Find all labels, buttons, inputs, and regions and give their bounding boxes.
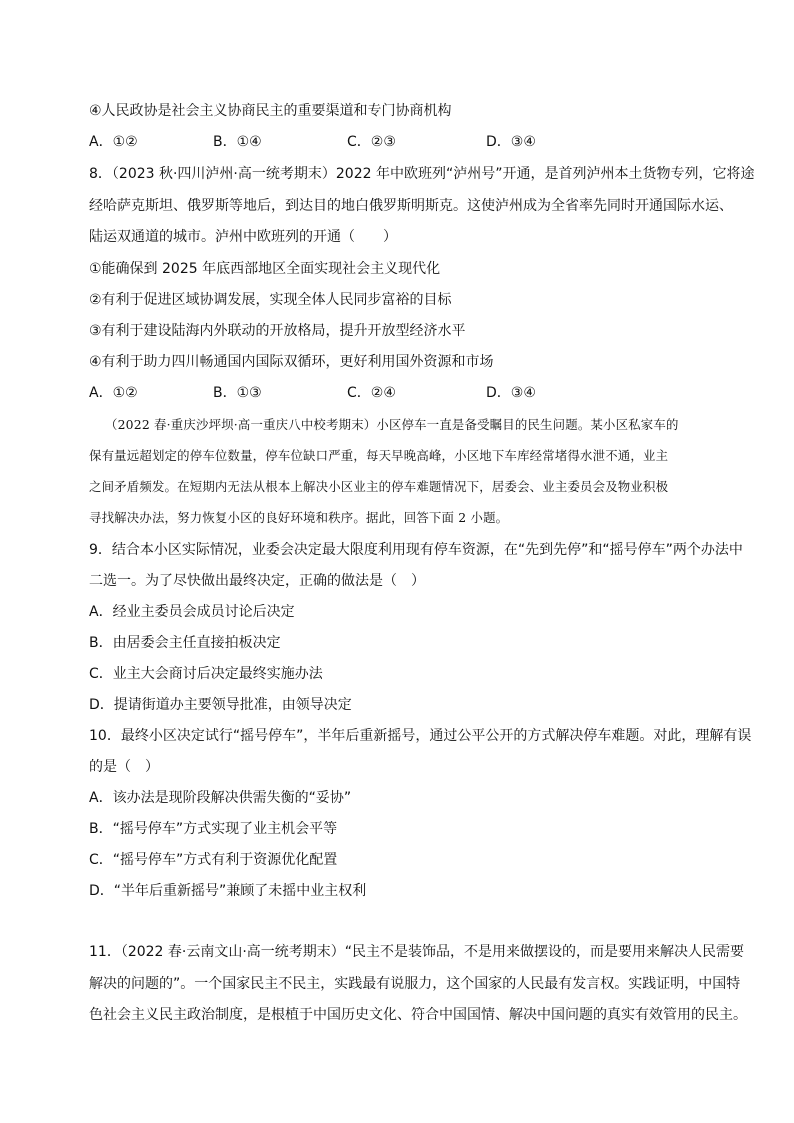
q11-stem-line-2: 解决的问题的”。一个国家民主不民主，实践最有说服力，这个国家的人民最有发言权。实践证明，中国特 <box>89 976 741 992</box>
material-line-3: 之间矛盾频发。在短期内无法从根本上解决小区业主的停车难题情况下，居委会、业主委员会及物业积极 <box>89 479 669 494</box>
q8-options <box>89 383 729 405</box>
q10-option-c: C．“摇号停车”方式有利于资源优化配置 <box>89 852 338 868</box>
q7-option-d: D．③④ <box>486 134 536 150</box>
q8-option-d: D．③④ <box>486 385 536 401</box>
q9-option-a: A．经业主委员会成员讨论后决定 <box>89 604 295 620</box>
material-line-4: 寻找解决办法，努力恢复小区的良好环境和秩序。据此，回答下面 2 小题。 <box>89 510 509 525</box>
q9-option-b: B．由居委会主任直接拍板决定 <box>89 635 281 651</box>
q9-stem-line-2: 二选一。为了尽快做出最终决定，正确的做法是（ ） <box>89 573 425 589</box>
q7-options <box>89 132 729 154</box>
q7-statement-4: ④人民政协是社会主义协商民主的重要渠道和专门协商机构 <box>89 103 452 119</box>
q8-statement-1: ①能确保到 2025 年底西部地区全面实现社会主义现代化 <box>89 261 441 277</box>
q8-statement-2: ②有利于促进区域协调发展，实现全体人民同步富裕的目标 <box>89 292 452 308</box>
q8-stem-line-2: 经哈萨克斯坦、俄罗斯等地后，到达目的地白俄罗斯明斯克。这使泸州成为全省率先同时开通国际水运、 <box>89 198 733 214</box>
q7-option-b: B．①④ <box>213 134 262 150</box>
q10-option-b: B．“摇号停车”方式实现了业主机会平等 <box>89 821 338 837</box>
q9-option-c: C．业主大会商讨后决定最终实施办法 <box>89 666 323 682</box>
q8-statement-4: ④有利于助力四川畅通国内国际双循环，更好利用国外资源和市场 <box>89 354 494 370</box>
q7-option-a: A．①② <box>89 134 138 150</box>
q8-option-a: A．①② <box>89 385 138 401</box>
q10-option-a: A．该办法是现阶段解决供需失衡的“妥协” <box>89 790 352 806</box>
q8-option-c: C．②④ <box>347 385 396 401</box>
q8-statement-3: ③有利于建设陆海内外联动的开放格局，提升开放型经济水平 <box>89 323 466 339</box>
q9-stem-line-1: 9．结合本小区实际情况，业委会决定最大限度利用现有停车资源，在“先到先停”和“摇号停车”两个办法中 <box>89 542 743 558</box>
q8-stem-line-1: 8．（2023 秋·四川泸州·高一统考期末）2022 年中欧班列“泸州号”开通，是首列泸州本土货物专列，它将途 <box>89 166 755 182</box>
q8-option-b: B．①③ <box>213 385 262 401</box>
q10-option-d: D．“半年后重新摇号”兼顾了未摇中业主权利 <box>89 883 367 899</box>
q8-stem-line-3: 陆运双通道的城市。泸州中欧班列的开通（ ） <box>89 229 397 245</box>
q11-stem-line-3: 色社会主义民主政治制度，是根植于中国历史文化、符合中国国情、解决中国问题的真实有效管用的民主。 <box>89 1007 747 1023</box>
q11-stem-line-1: 11．（2022 春·云南文山·高一统考期末）“民主不是装饰品，不是用来做摆设的，而是要用来解决人民需要 <box>89 944 745 960</box>
q10-stem-line-2: 的是（ ） <box>89 759 159 775</box>
q10-stem-line-1: 10．最终小区决定试行“摇号停车”，半年后重新摇号，通过公平公开的方式解决停车难题。对此，理解有误 <box>89 728 752 744</box>
q7-option-c: C．②③ <box>347 134 396 150</box>
material-line-1: （2022 春·重庆沙坪坝·高一重庆八中校考期末）小区停车一直是备受瞩目的民生问题。某小区私家车的 <box>105 417 679 432</box>
q9-option-d: D．提请街道办主要领导批准，由领导决定 <box>89 697 352 713</box>
material-line-2: 保有量远超划定的停车位数量，停车位缺口严重，每天早晚高峰，小区地下车库经常堵得水泄不通，业主 <box>89 448 669 463</box>
